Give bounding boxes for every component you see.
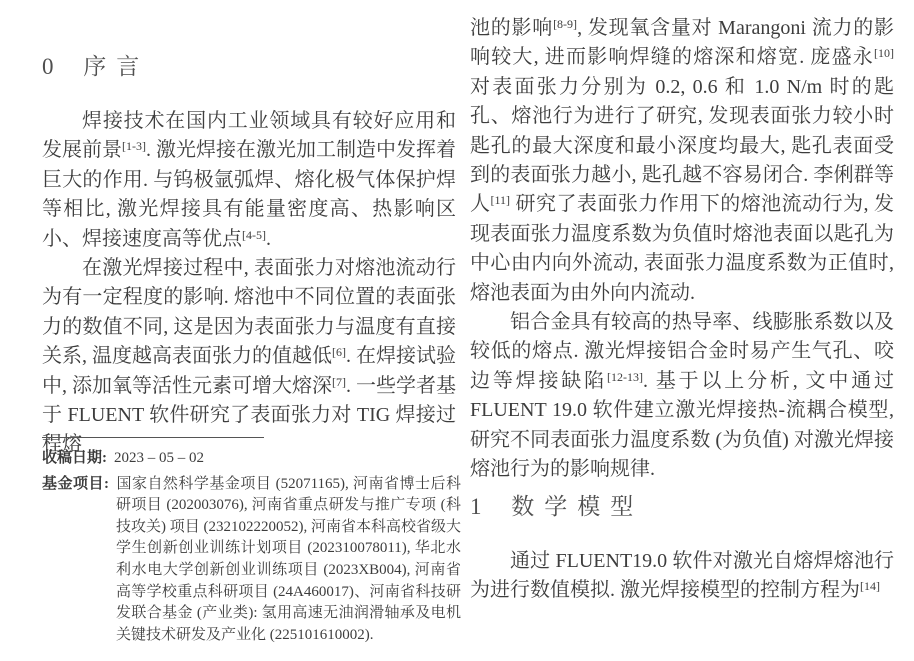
section-number: 0 xyxy=(42,54,54,79)
citation-ref: [11] xyxy=(490,193,511,208)
received-date-value: 2023 – 05 – 02 xyxy=(114,450,204,466)
text-run: 研究了表面张力作用下的熔池流动行为, 发现表面张力温度系数为负值时熔池表面以匙孔为中心由内向外流动, 表面张力温度系数为正值时, 熔池表面为由外向内流动. xyxy=(470,193,895,304)
text-run: 铝合金具有较高的热导率、线膨胀系数以及较低的熔点. 激光焊接铝合金时易产生气孔、咬边等焊接缺陷 xyxy=(470,311,894,392)
right-column xyxy=(470,14,894,485)
citation-ref: [12-13] xyxy=(606,369,643,384)
paragraph xyxy=(42,107,456,254)
funding-text: 国家自然科学基金项目 (52071165), 河南省博士后科研项目 (202003076), 河南省重点研发与推广专项 (科技攻关) 项目 (232102220052), 河南省本科高校省级大学生创新创业训练计划项目 (202310078011), 华北水利水电大学创新创业训练项目 (2023XB004), 河南省高等学校重点科研项目 (24A460017)、河南省科技研发联合基金 (产业类): 氢用高速无油润滑轴承及电机关键技术研发及产业化 (225101610002). xyxy=(115,475,461,643)
section-title: 序言 xyxy=(83,54,150,79)
citation-ref: [4-5] xyxy=(242,227,266,242)
text-run: , 发现氧含量对 Marangoni 流力的影响较大, 进而影响焊缝的熔深和熔宽. 庞盛永 xyxy=(470,17,894,69)
text-run: . xyxy=(266,227,271,250)
citation-ref: [8-9] xyxy=(553,17,578,31)
text-run: 焊接技术在国内工业领域具有较好应用和发展前景 xyxy=(42,110,456,162)
citation-ref: [14] xyxy=(860,579,880,594)
funding-line xyxy=(42,474,461,647)
citation-ref: [10] xyxy=(874,46,894,61)
text-run: . 在焊接试验中, 添加氧等活性元素可增大熔深 xyxy=(42,345,456,397)
text-run: 在激光焊接过程中, 表面张力对熔池流动行为有一定程度的影响. 熔池中不同位置的表面张力的数值不同, 这是因为表面张力与温度有直接关系, 温度越高表面张力的值越低 xyxy=(42,257,456,368)
paragraph xyxy=(470,14,894,308)
paragraph xyxy=(470,547,894,606)
right-paragraphs-bottom xyxy=(470,547,894,606)
text-run: 对表面张力分别为 0.2, 0.6 和 1.0 N/m 时的匙孔、熔池行为进行了研究, 发现表面张力较小时匙孔的最大深度和最小深度均最大, 匙孔表面受到的表面张力越小, 匙孔越不容易闭合. 李俐群等人 xyxy=(470,75,894,216)
section-number: 1 xyxy=(470,494,482,519)
received-date-label: 收稿日期: xyxy=(42,450,107,466)
citation-ref: [7] xyxy=(332,374,346,389)
text-run: . 基于以上分析, 文中通过 FLUENT 19.0 软件建立激光焊接热-流耦合模型, 研究不同表面张力温度系数 (为负值) 对激光焊接熔池行为的影响规律. xyxy=(470,369,895,481)
funding-label: 基金项目: xyxy=(42,475,109,492)
section-title: 数学模型 xyxy=(511,494,644,519)
citation-ref: [1-3] xyxy=(122,139,146,154)
left-paragraphs xyxy=(42,107,456,460)
text-run: . 激光焊接在激光加工制造中发挥着巨大的作用. 与钨极氩弧焊、熔化极气体保护焊等相比, 激光焊接具有能量密度高、热影响区小、焊接速度高等优点 xyxy=(42,139,456,250)
right-column-lower xyxy=(470,488,894,606)
right-paragraphs-top xyxy=(470,14,894,485)
citation-ref: [6] xyxy=(332,345,346,360)
footnote xyxy=(42,437,461,646)
text-run: 通过 FLUENT19.0 软件对激光自熔焊熔池行为进行数值模拟. 激光焊接模型的控制方程为 xyxy=(470,550,894,602)
text-run: 池的影响 xyxy=(470,17,554,39)
received-date-line xyxy=(42,448,461,470)
footnote-divider xyxy=(42,437,264,438)
text-run: . 一些学者基于 FLUENT 软件研究了表面张力对 TIG 焊接过程熔 xyxy=(42,374,456,456)
paragraph xyxy=(42,254,456,460)
left-column xyxy=(42,48,456,460)
section-heading-model xyxy=(470,488,894,521)
section-heading-preface xyxy=(42,48,456,81)
paragraph xyxy=(470,308,894,484)
